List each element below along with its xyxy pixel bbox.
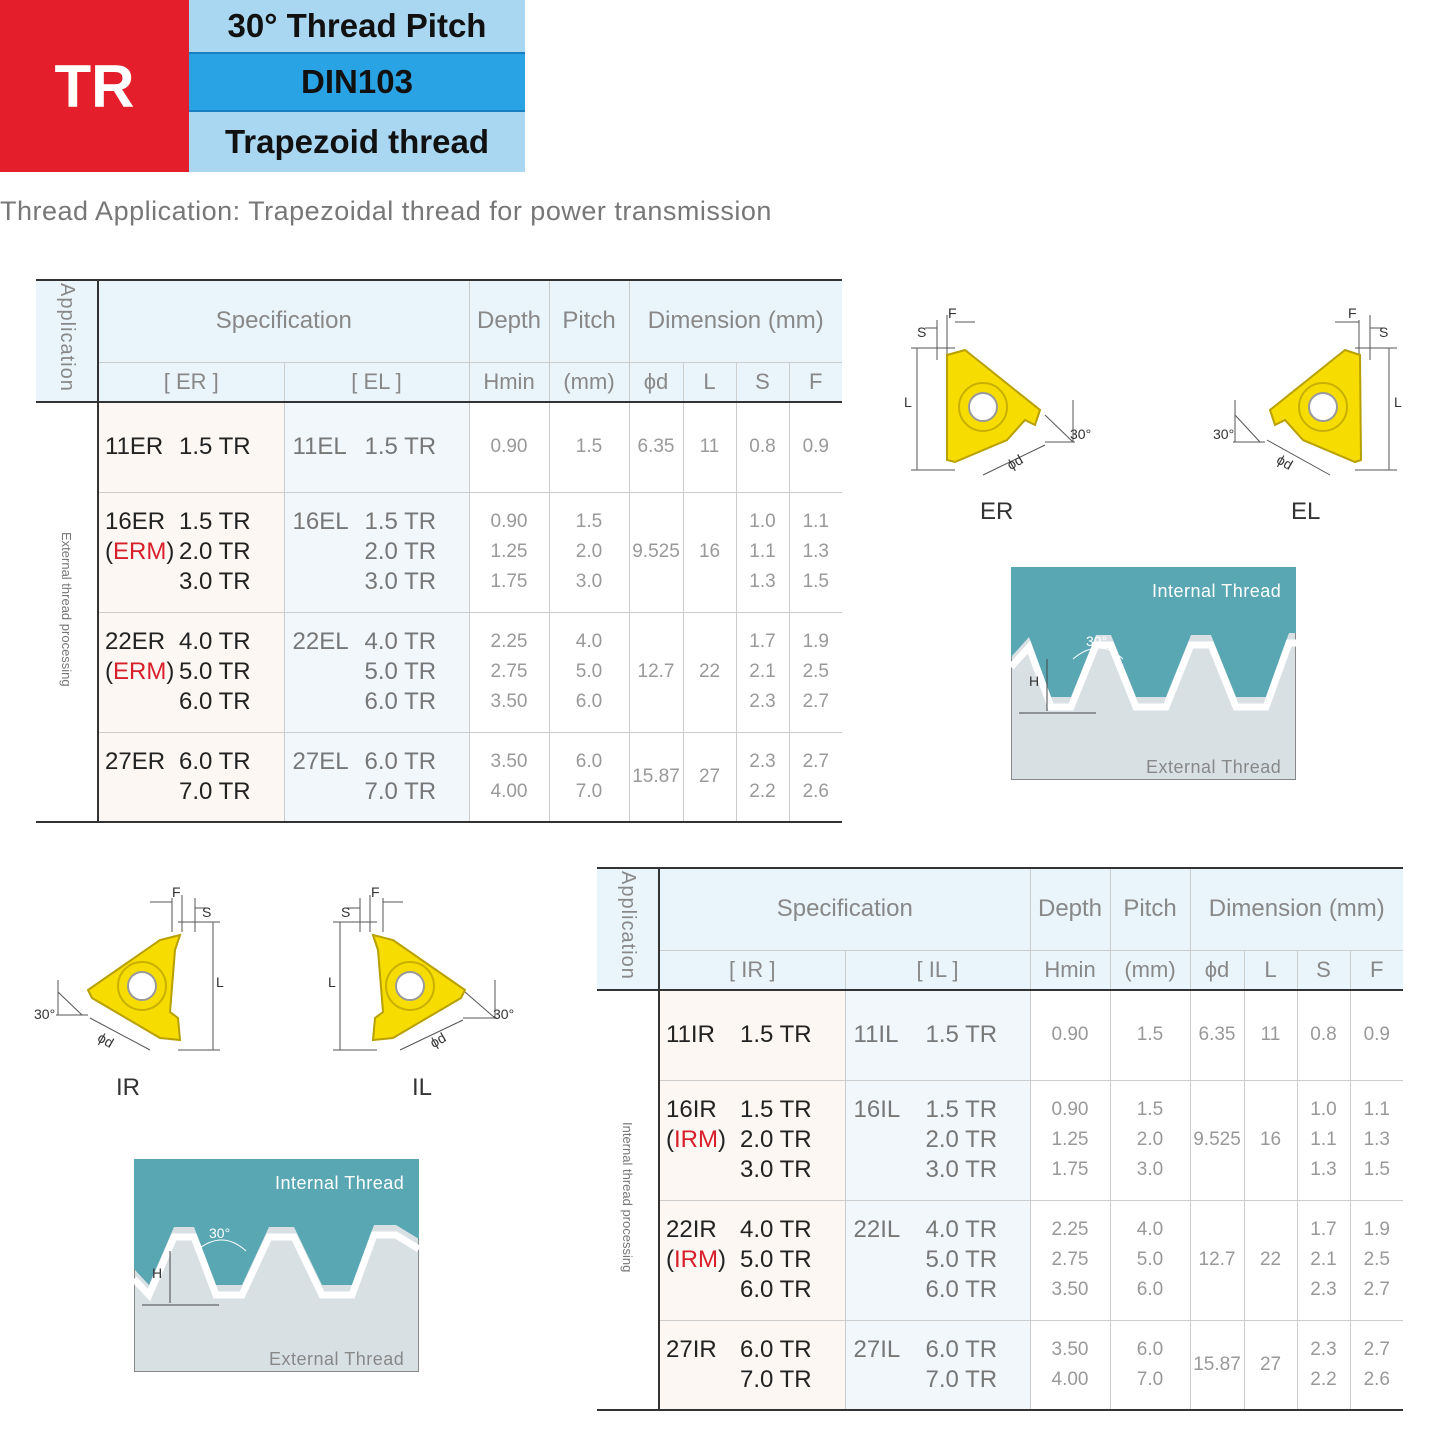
er-f-label: F xyxy=(948,305,957,321)
hmin-header: Hmin xyxy=(469,362,549,402)
specification-header: Specification xyxy=(98,280,469,362)
s-value: 2.3 xyxy=(1310,1338,1337,1360)
er-d-label: ϕd xyxy=(1004,451,1026,473)
diameter-value: 6.35 xyxy=(1190,990,1244,1080)
f-header: F xyxy=(789,362,842,402)
table-row xyxy=(36,402,842,492)
ir-insert-diagram xyxy=(30,880,250,1120)
pitch-value: 1.5 xyxy=(1136,1099,1164,1120)
spec-size: 1.5 TR xyxy=(179,508,251,535)
spec-size: 6.0 TR xyxy=(364,747,437,775)
spec-size: 1.5 TR xyxy=(925,1096,998,1123)
diameter-value: 12.7 xyxy=(629,612,683,732)
dimension-header: Dimension (mm) xyxy=(1190,868,1403,950)
el-l-label: L xyxy=(1394,394,1402,410)
s-value: 2.2 xyxy=(1310,1368,1337,1390)
s-value: 2.3 xyxy=(749,691,776,712)
depth-header: Depth xyxy=(1030,868,1110,950)
header-standard: DIN103 xyxy=(189,52,525,112)
pitch-value: 4.0 xyxy=(575,631,603,652)
f-value: 1.5 xyxy=(1363,1159,1390,1180)
pitch-value: 6.0 xyxy=(575,691,603,712)
spec-code: 22EL xyxy=(292,628,349,655)
table-row xyxy=(597,1200,1403,1320)
spec-size: 6.0 TR xyxy=(925,1335,998,1363)
spec-size: 1.5 TR xyxy=(364,508,437,535)
spec-left-header: [ IR ] xyxy=(659,950,845,990)
profile2-external-label: External Thread xyxy=(269,1349,405,1369)
spec-sub-code: (ERM) xyxy=(105,658,175,685)
el-s-label: S xyxy=(1379,324,1389,340)
profile2-h-label: H xyxy=(152,1265,163,1281)
spec-code: 22ER xyxy=(105,628,166,655)
s-value: 2.2 xyxy=(749,780,776,802)
profile1-internal-label: Internal Thread xyxy=(1152,581,1282,601)
er-insert-diagram xyxy=(895,300,1115,540)
spec-size: 1.5 TR xyxy=(364,433,437,461)
hmin-value: 0.90 xyxy=(490,436,528,458)
ir-name: IR xyxy=(116,1074,140,1101)
length-value: 16 xyxy=(683,492,736,612)
spec-sub-code: (IRM) xyxy=(666,1246,726,1273)
f-value: 1.9 xyxy=(1363,1219,1390,1240)
spec-size: 5.0 TR xyxy=(925,1246,998,1273)
ir-s-label: S xyxy=(202,904,212,920)
specification-header: Specification xyxy=(659,868,1030,950)
length-value: 27 xyxy=(1244,1320,1297,1410)
spec-size: 5.0 TR xyxy=(179,658,251,685)
il-angle-label: 30° xyxy=(493,1006,515,1022)
hmin-value: 3.50 xyxy=(1051,1338,1089,1360)
diameter-value: 12.7 xyxy=(1190,1200,1244,1320)
pitch-value: 1.5 xyxy=(575,511,603,532)
pitch-value: 3.0 xyxy=(1136,1159,1164,1180)
profile2-internal-label: Internal Thread xyxy=(275,1173,405,1193)
diameter-header: ϕd xyxy=(629,362,683,402)
spec-size: 7.0 TR xyxy=(925,1365,998,1393)
spec-right-header: [ IL ] xyxy=(845,950,1030,990)
f-value: 2.5 xyxy=(802,661,829,682)
spec-sub-code: (ERM) xyxy=(105,538,175,565)
application-header: Application xyxy=(56,283,78,392)
hmin-value: 1.25 xyxy=(1051,1129,1089,1150)
hmin-header: Hmin xyxy=(1030,950,1110,990)
s-value: 1.1 xyxy=(1310,1129,1337,1150)
mm-header: (mm) xyxy=(1110,950,1190,990)
f-value: 2.7 xyxy=(1363,1279,1390,1300)
spec-size: 4.0 TR xyxy=(364,628,437,655)
application-header: Application xyxy=(617,871,639,980)
spec-size: 7.0 TR xyxy=(364,777,437,805)
ir-l-label: L xyxy=(216,974,224,990)
er-s-label: S xyxy=(917,324,927,340)
l-header: L xyxy=(1244,950,1297,990)
s-value: 2.3 xyxy=(1310,1279,1337,1300)
length-value: 11 xyxy=(1244,990,1297,1080)
hmin-value: 2.25 xyxy=(1051,1219,1089,1240)
spec-size: 7.0 TR xyxy=(179,777,251,805)
diameter-value: 9.525 xyxy=(1190,1080,1244,1200)
spec-code: 11IL xyxy=(853,1021,899,1049)
er-l-label: L xyxy=(904,394,912,410)
spec-code: 27IL xyxy=(853,1335,901,1363)
spec-code: 22IL xyxy=(853,1216,901,1243)
pitch-value: 5.0 xyxy=(575,661,603,682)
diameter-value: 9.525 xyxy=(629,492,683,612)
f-value: 2.5 xyxy=(1363,1249,1390,1270)
length-value: 27 xyxy=(683,732,736,822)
table-row xyxy=(597,1320,1403,1410)
table-row xyxy=(36,732,842,822)
header-pitch: 30° Thread Pitch xyxy=(189,0,525,52)
s-header: S xyxy=(736,362,789,402)
diameter-value: 15.87 xyxy=(1190,1320,1244,1410)
s-value: 2.1 xyxy=(1310,1249,1337,1270)
spec-size: 6.0 TR xyxy=(925,1276,998,1303)
spec-size: 6.0 TR xyxy=(740,1276,812,1303)
f-value: 1.1 xyxy=(802,511,829,532)
s-value: 1.0 xyxy=(1310,1099,1337,1120)
spec-size: 4.0 TR xyxy=(925,1216,998,1243)
spec-code: 11EL xyxy=(292,433,347,461)
s-value: 1.0 xyxy=(749,511,776,532)
hmin-value: 4.00 xyxy=(1051,1368,1089,1390)
hmin-value: 2.25 xyxy=(490,631,528,652)
pitch-value: 4.0 xyxy=(1136,1219,1164,1240)
pitch-value: 3.0 xyxy=(575,571,603,592)
il-s-label: S xyxy=(341,904,351,920)
f-value: 2.6 xyxy=(802,780,829,802)
s-value: 1.1 xyxy=(749,541,776,562)
pitch-value: 5.0 xyxy=(1136,1249,1164,1270)
s-value: 0.8 xyxy=(749,436,776,458)
f-value: 0.9 xyxy=(1363,1024,1390,1046)
header-thread-type: Trapezoid thread xyxy=(189,112,525,172)
er-name: ER xyxy=(980,498,1014,525)
pitch-value: 2.0 xyxy=(575,541,603,562)
hmin-value: 3.50 xyxy=(1051,1279,1089,1300)
spec-size: 3.0 TR xyxy=(740,1156,812,1183)
spec-size: 4.0 TR xyxy=(179,628,251,655)
hmin-value: 4.00 xyxy=(490,780,528,802)
spec-size: 2.0 TR xyxy=(740,1126,812,1153)
spec-size: 1.5 TR xyxy=(179,433,251,461)
hmin-value: 2.75 xyxy=(1051,1249,1089,1270)
spec-code: 27IR xyxy=(666,1335,717,1363)
f-value: 0.9 xyxy=(802,436,829,458)
tr-badge: TR xyxy=(0,0,189,172)
s-value: 1.3 xyxy=(749,571,776,592)
s-value: 1.7 xyxy=(749,631,776,652)
pitch-value: 6.0 xyxy=(575,750,603,772)
hmin-value: 0.90 xyxy=(1051,1024,1089,1046)
pitch-value: 6.0 xyxy=(1136,1338,1164,1360)
length-value: 22 xyxy=(683,612,736,732)
table-row xyxy=(36,612,842,732)
spec-size: 6.0 TR xyxy=(740,1335,812,1363)
process-label: Internal thread processing xyxy=(620,1122,635,1273)
f-value: 2.7 xyxy=(802,691,829,712)
il-f-label: F xyxy=(371,884,380,900)
f-value: 1.5 xyxy=(802,571,829,592)
pitch-value: 7.0 xyxy=(575,780,603,802)
hmin-value: 3.50 xyxy=(490,750,528,772)
spec-size: 1.5 TR xyxy=(740,1096,812,1123)
s-value: 0.8 xyxy=(1310,1024,1337,1046)
spec-code: 16IL xyxy=(853,1096,901,1123)
f-value: 1.9 xyxy=(802,631,829,652)
diameter-value: 15.87 xyxy=(629,732,683,822)
spec-size: 5.0 TR xyxy=(740,1246,812,1273)
spec-code: 27ER xyxy=(105,747,166,775)
f-value: 1.1 xyxy=(1363,1099,1390,1120)
hmin-value: 3.50 xyxy=(490,691,528,712)
spec-left-header: [ ER ] xyxy=(98,362,284,402)
er-angle-label: 30° xyxy=(1070,426,1092,442)
spec-size: 2.0 TR xyxy=(925,1126,998,1153)
hmin-value: 1.75 xyxy=(490,571,528,592)
spec-size: 1.5 TR xyxy=(925,1021,998,1049)
f-value: 1.3 xyxy=(802,541,829,562)
hmin-value: 1.75 xyxy=(1051,1159,1089,1180)
spec-sub-code: (IRM) xyxy=(666,1126,726,1153)
pitch-value: 7.0 xyxy=(1136,1368,1164,1390)
ir-angle-label: 30° xyxy=(34,1006,56,1022)
table-row xyxy=(597,990,1403,1080)
s-value: 2.1 xyxy=(749,661,776,682)
spec-size: 6.0 TR xyxy=(179,688,251,715)
profile1-h-label: H xyxy=(1029,673,1040,689)
spec-code: 16ER xyxy=(105,508,166,535)
el-f-label: F xyxy=(1348,305,1357,321)
spec-size: 2.0 TR xyxy=(179,538,251,565)
diameter-value: 6.35 xyxy=(629,402,683,492)
dimension-header: Dimension (mm) xyxy=(629,280,842,362)
spec-size: 5.0 TR xyxy=(364,658,437,685)
pitch-header: Pitch xyxy=(549,280,629,362)
external-thread-table xyxy=(36,279,842,823)
el-name: EL xyxy=(1291,498,1321,525)
length-value: 16 xyxy=(1244,1080,1297,1200)
f-value: 2.6 xyxy=(1363,1368,1390,1390)
spec-size: 2.0 TR xyxy=(364,538,437,565)
spec-size: 4.0 TR xyxy=(740,1216,812,1243)
hmin-value: 1.25 xyxy=(490,541,528,562)
table-row xyxy=(597,1080,1403,1200)
mm-header: (mm) xyxy=(549,362,629,402)
el-angle-label: 30° xyxy=(1213,426,1235,442)
el-insert-diagram xyxy=(1205,300,1425,540)
l-header: L xyxy=(683,362,736,402)
il-d-label: ϕd xyxy=(427,1029,449,1051)
thread-profile-internal xyxy=(134,1159,419,1372)
f-header: F xyxy=(1350,950,1403,990)
s-value: 1.3 xyxy=(1310,1159,1337,1180)
pitch-value: 1.5 xyxy=(1136,1024,1164,1046)
s-value: 1.7 xyxy=(1310,1219,1337,1240)
spec-code: 16IR xyxy=(666,1096,717,1123)
f-value: 2.7 xyxy=(802,750,829,772)
spec-size: 3.0 TR xyxy=(364,568,437,595)
application-subtitle: Thread Application: Trapezoidal thread for power transmission xyxy=(0,196,772,226)
spec-right-header: [ EL ] xyxy=(284,362,469,402)
diameter-header: ϕd xyxy=(1190,950,1244,990)
el-d-label: ϕd xyxy=(1274,451,1296,473)
profile2-angle-label: 30° xyxy=(209,1225,231,1241)
spec-size: 1.5 TR xyxy=(740,1021,812,1049)
s-value: 2.3 xyxy=(749,750,776,772)
il-l-label: L xyxy=(328,974,336,990)
il-name: IL xyxy=(412,1074,433,1101)
pitch-value: 6.0 xyxy=(1136,1279,1164,1300)
spec-size: 7.0 TR xyxy=(740,1365,812,1393)
spec-size: 3.0 TR xyxy=(925,1156,998,1183)
hmin-value: 0.90 xyxy=(1051,1099,1089,1120)
spec-code: 22IR xyxy=(666,1216,717,1243)
length-value: 11 xyxy=(683,402,736,492)
spec-size: 3.0 TR xyxy=(179,568,251,595)
spec-size: 6.0 TR xyxy=(364,688,437,715)
spec-code: 11ER xyxy=(105,433,164,461)
hmin-value: 0.90 xyxy=(490,511,528,532)
spec-code: 11IR xyxy=(666,1021,715,1049)
pitch-value: 2.0 xyxy=(1136,1129,1164,1150)
ir-f-label: F xyxy=(172,884,181,900)
spec-code: 27EL xyxy=(292,747,349,775)
f-value: 2.7 xyxy=(1363,1338,1390,1360)
hmin-value: 2.75 xyxy=(490,661,528,682)
length-value: 22 xyxy=(1244,1200,1297,1320)
process-label: External thread processing xyxy=(59,532,74,687)
thread-profile-external xyxy=(1011,567,1296,780)
internal-thread-table xyxy=(597,867,1403,1411)
pitch-value: 1.5 xyxy=(575,436,603,458)
profile1-external-label: External Thread xyxy=(1146,757,1282,777)
pitch-header: Pitch xyxy=(1110,868,1190,950)
s-header: S xyxy=(1297,950,1350,990)
depth-header: Depth xyxy=(469,280,549,362)
spec-size: 6.0 TR xyxy=(179,747,251,775)
profile1-angle-label: 30° xyxy=(1086,633,1108,649)
f-value: 1.3 xyxy=(1363,1129,1390,1150)
ir-d-label: ϕd xyxy=(95,1029,117,1051)
il-insert-diagram xyxy=(315,880,535,1120)
table-row xyxy=(36,492,842,612)
spec-code: 16EL xyxy=(292,508,349,535)
